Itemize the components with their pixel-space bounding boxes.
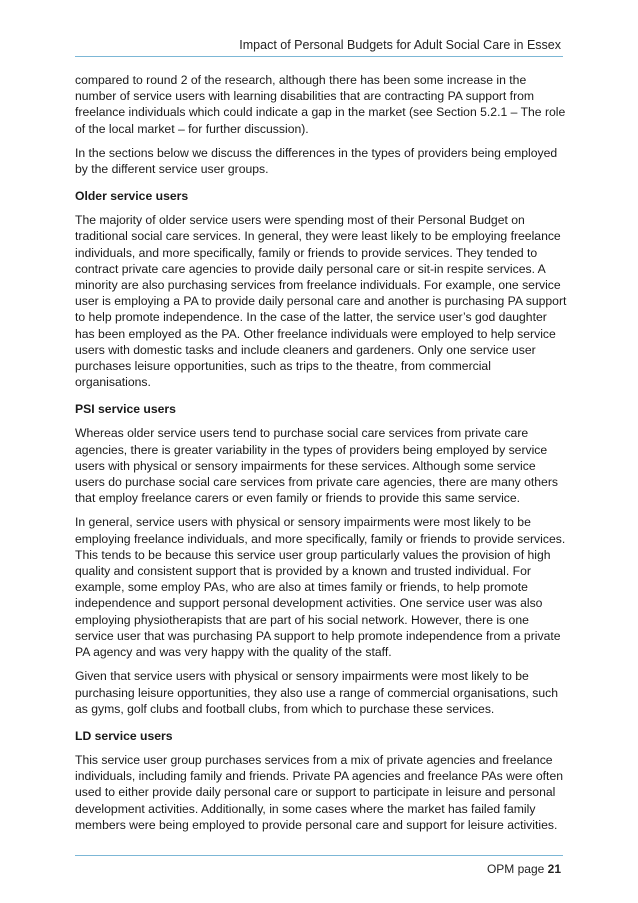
page-footer xyxy=(75,855,563,896)
footer-label: OPM page xyxy=(486,862,548,876)
paragraph-older-service-users: The majority of older service users were spending most of their Personal Budget on traditional social care services. In general, they were least likely to be employing freelance individuals, and more specifically, family or friends to provide services. They tended to contract private care agencies to provide daily personal care or sit-in respite services. A minority are also purchasing services from freelance individuals. For example, one service user is employing a PA to provide daily personal care and another is purchasing PA support to help promote independence. In the case of the latter, the service user’s god daughter has been employed as the PA. Other freelance individuals were employed to help service users with domestic tasks and include cleaners and gardeners. Only one service user purchases leisure opportunities, such as trips to the theatre, from commercial organisations. xyxy=(75,213,567,390)
heading-ld-service-users: LD service users xyxy=(75,728,173,743)
heading-older-service-users: Older service users xyxy=(75,189,189,204)
page-header xyxy=(75,26,563,57)
heading-psi-service-users: PSI service users xyxy=(75,402,176,417)
paragraph-psi-freelance: In general, service users with physical or sensory impairments were most likely to be employing freelance individuals, and more specifically, family or friends to provide services. This tends to be because this service user group particularly values the provision of high quality and consistent support that is provided by a known and trusted individual. For example, some employ PAs, who are also at times family or friends, to help promote independence and support personal development activities. One service user was also employing physiotherapists that are part of his social network. However, there is one service user that was purchasing PA support to help promote independence from a private PA agency and was very happy with the quality of the staff. xyxy=(75,515,566,660)
page-number-label xyxy=(487,862,561,876)
paragraph-psi-leisure: Given that service users with physical or sensory impairments were most likely to be purchasing leisure opportunities, they also use a range of commercial organisations, such as gyms, golf clubs and football clubs, from which to purchase these services. xyxy=(75,669,559,716)
paragraph-ld-service-users: This service user group purchases services from a mix of private agencies and freelance individuals, including family and friends. Private PA agencies and freelance PAs were often used to either provide daily personal care or support to participate in leisure and personal development activities. Additionally, in some cases where the market has failed family members were being employed to provide personal care and support for leisure activities. xyxy=(75,752,563,832)
document-title: Impact of Personal Budgets for Adult Social Care in Essex xyxy=(239,38,561,52)
page-body xyxy=(75,72,567,841)
paragraph-intro-continued: compared to round 2 of the research, although there has been some increase in the number of service users with learning disabilities that are contracting PA support from freelance individuals which could indicate a gap in the market (see Section 5.2.1 – The role of the local market – for further discussion). xyxy=(75,73,566,136)
paragraph-psi-providers: Whereas older service users tend to purchase social care services from private care agencies, there is greater variability in the types of providers being employed by service users with physical or sensory impairments for these services. Although some service users do purchase social care services from private care agencies, there are many others that employ freelance carers or even family or friends to provide this same service. xyxy=(75,426,558,506)
page-number: 21 xyxy=(547,862,561,876)
paragraph-sections-overview: In the sections below we discuss the differences in the types of providers being employed by the different service user groups. xyxy=(75,145,558,177)
